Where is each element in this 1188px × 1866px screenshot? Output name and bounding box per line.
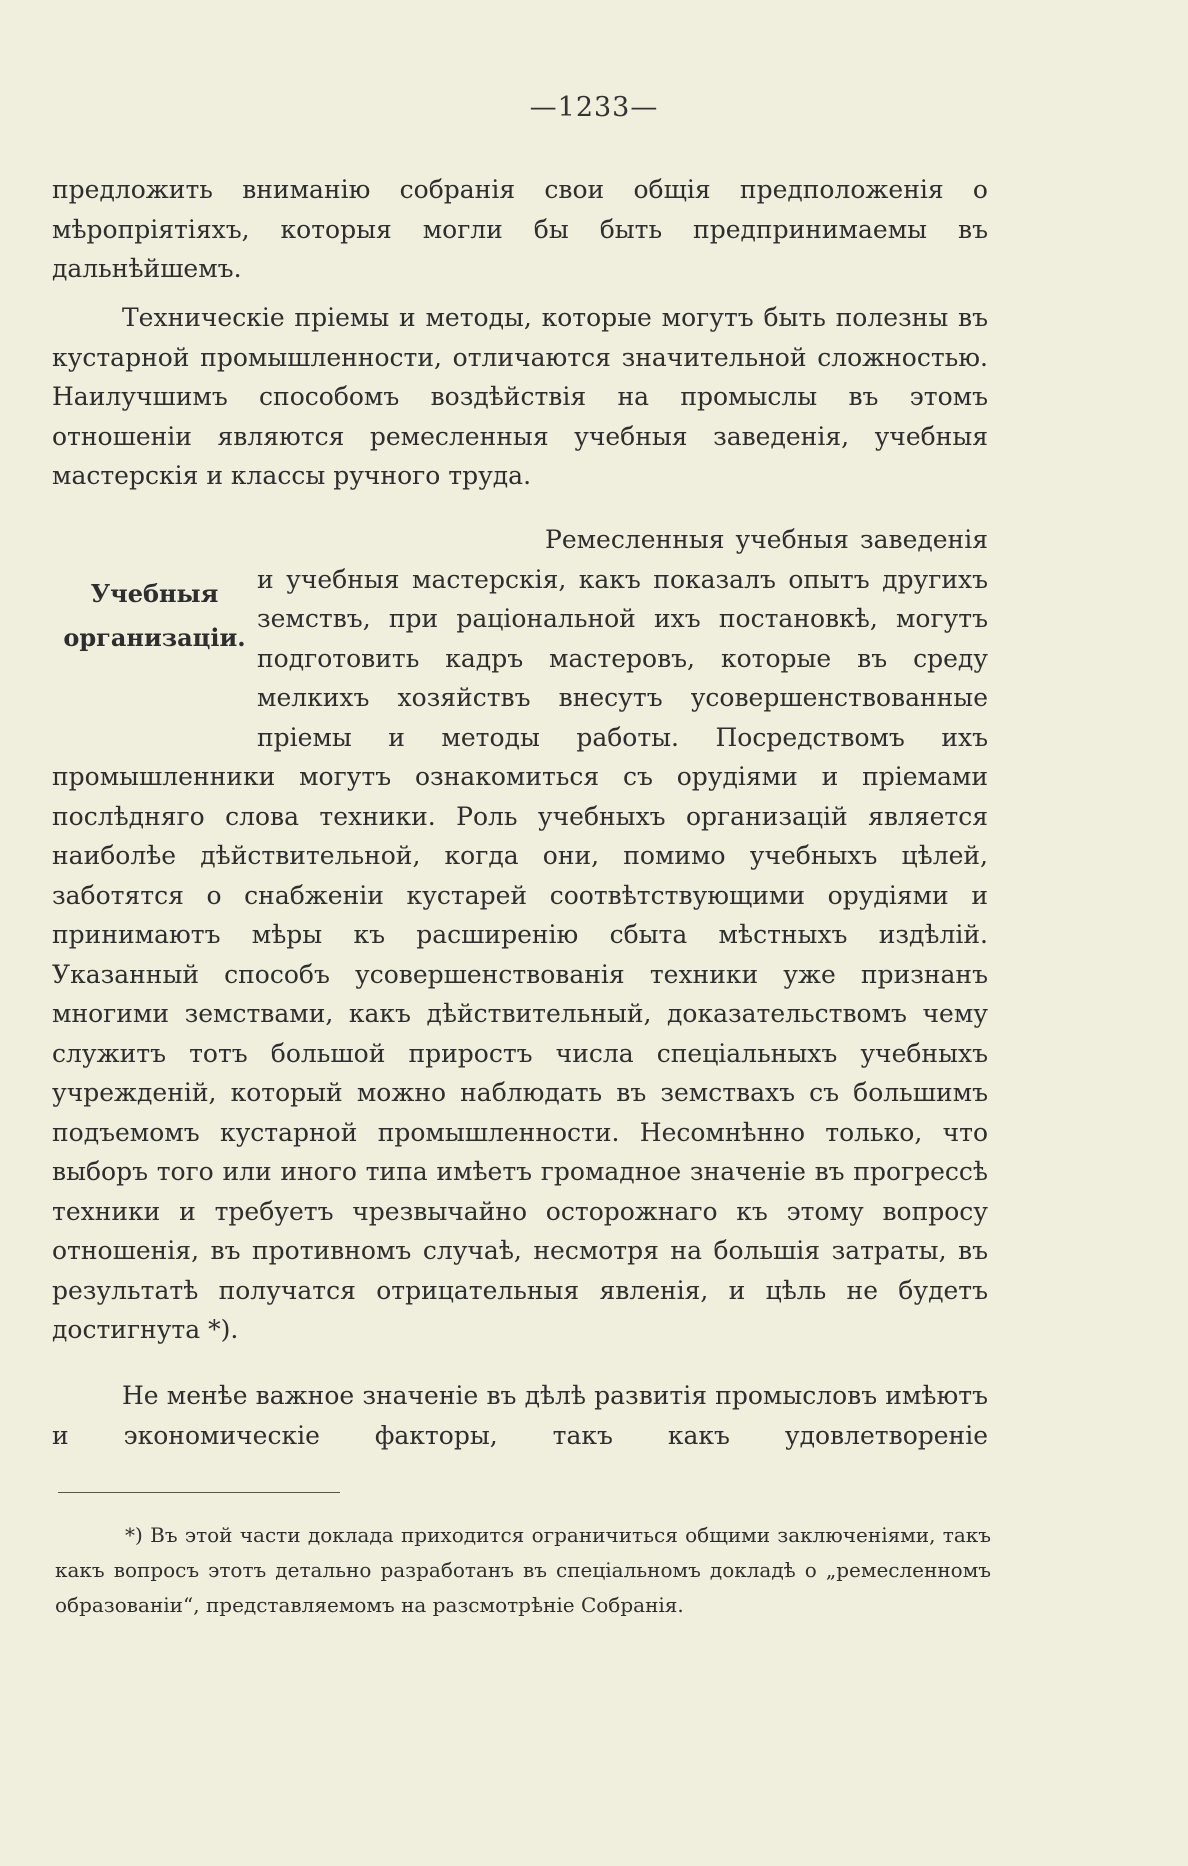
- paragraph-technical-methods: Техническіе пріемы и методы, которые могутъ быть полезны въ кустарной промышленности, отличаются значительной сложностью. Наилучшимъ способомъ воздѣйствія на промыслы въ этомъ отношеніи являются ремесленныя учебныя заведенія, учебныя мастерскія и классы ручного труда.: [52, 303, 988, 490]
- margin-note-line: Учебныя: [90, 579, 219, 608]
- paragraph-educational-text: [52, 520, 988, 1350]
- footnote-separator: [58, 1492, 340, 1493]
- paragraph-economic-factors: Не менѣе важное значеніе въ дѣлѣ развитія промысловъ имѣютъ и экономическіе факторы, такъ какъ удовлетвореніе: [52, 1381, 988, 1450]
- paragraph-continuation: предложить вниманію собранія свои общія предположенія о мѣропріятіяхъ, которыя могли бы быть предпринимаемы въ дальнѣйшемъ.: [52, 175, 988, 283]
- margin-note-line: организаціи.: [63, 623, 246, 652]
- footnote: *) Въ этой части доклада приходится ограничиться общими заключеніями, такъ какъ вопросъ этотъ детально разработанъ въ спеціальномъ докладѣ о „ремесленномъ образованіи“, представляемомъ на разсмотрѣніе Собранія.: [55, 1523, 991, 1617]
- margin-spacer: [52, 560, 257, 718]
- paragraph-text: Ремесленныя учебныя заведенія и учебныя мастерскія, какъ показалъ опытъ другихъ земствъ, при раціональной ихъ постановкѣ, могутъ подготовить кадръ мастеровъ, которые въ среду мелкихъ хозяйствъ внесутъ усовершенствованные пріемы и методы работы. Посредствомъ ихъ промышленники могутъ ознакомиться съ орудіями и пріемами послѣдняго слова техники. Роль учебныхъ организацій является наиболѣе дѣйствительной, когда они, помимо учебныхъ цѣлей, заботятся о снабженіи кустарей соотвѣтствующими орудіями и принимаютъ мѣры къ расширенію сбыта мѣстныхъ издѣлій. Указанный способъ усовершенствованія техники уже признанъ многими земствами, какъ дѣйствительный, доказательствомъ чему служитъ тотъ большой приростъ числа спеціальныхъ учебныхъ учрежденій, который можно наблюдать въ земствахъ съ большимъ подъемомъ кустарной промышленности. Несомнѣнно только, что выборъ того или иного типа имѣетъ громадное значеніе въ прогрессѣ техники и требуетъ чрезвычайно осторожнаго къ этому вопросу отношенія, въ противномъ случаѣ, несмотря на большія затраты, въ результатѣ получатся отрицательныя явленія, и цѣль не будетъ достигнута *).: [52, 525, 988, 1344]
- page-number: —1233—: [529, 92, 659, 123]
